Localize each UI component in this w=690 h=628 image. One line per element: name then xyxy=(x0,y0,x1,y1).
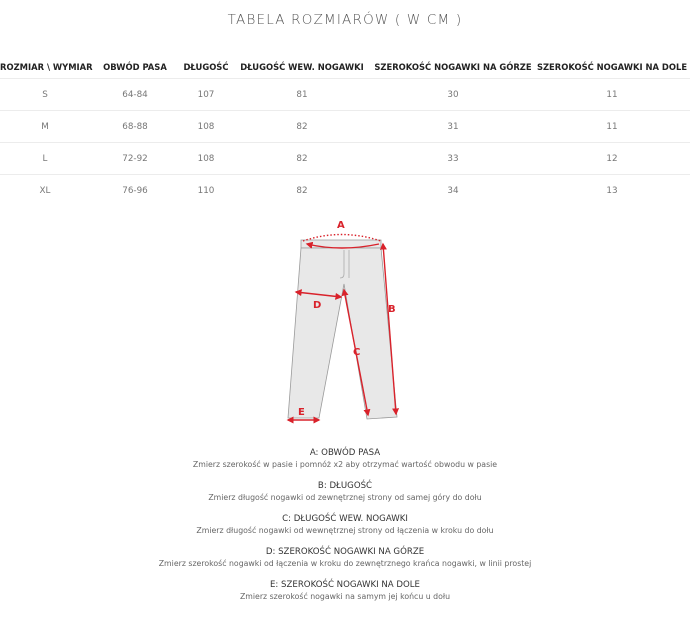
table-row xyxy=(0,79,690,111)
cell-inseam: 81 xyxy=(232,79,372,111)
cell-length: 108 xyxy=(180,111,232,143)
legend-item-a xyxy=(0,447,690,471)
label-a: A xyxy=(337,220,345,231)
cell-waist: 64-84 xyxy=(90,79,180,111)
label-e: E xyxy=(298,407,305,418)
pants-icon xyxy=(288,240,397,419)
legend-item-e xyxy=(0,579,690,603)
cell-inseam: 82 xyxy=(296,185,308,196)
table-row xyxy=(0,175,690,207)
cell-size: L xyxy=(0,143,90,175)
header-waist: OBWÓD PASA xyxy=(90,56,180,79)
cell-leg-top-width: 33 xyxy=(372,143,534,175)
label-b: B xyxy=(388,304,396,315)
header-leg-top-width: SZEROKOŚĆ NOGAWKI NA GÓRZE xyxy=(372,56,534,79)
table-row xyxy=(0,111,690,143)
label-c: C xyxy=(353,347,361,358)
cell-leg-top-width: 34 xyxy=(447,185,459,196)
cell-inseam: 82 xyxy=(232,143,372,175)
legend-title: C: DŁUGOŚĆ WEW. NOGAWKI xyxy=(282,514,408,524)
table-header-row xyxy=(0,56,690,79)
legend-title: D: SZEROKOŚĆ NOGAWKI NA GÓRZE xyxy=(265,547,425,557)
legend-desc: Zmierz szerokość nogawki od łączenia w kroku do zewnętrznego krańca nogawki, w linii prostej xyxy=(158,559,532,568)
cell-length: 107 xyxy=(180,79,232,111)
cell-waist: 72-92 xyxy=(90,143,180,175)
cell-waist: 68-88 xyxy=(90,111,180,143)
legend-desc: Zmierz szerokość nogawki na samym jej końcu u dołu xyxy=(239,592,451,601)
legend-desc: Zmierz szerokość w pasie i pomnóż x2 aby otrzymać wartość obwodu w pasie xyxy=(192,460,498,469)
cell-leg-bottom-width: 11 xyxy=(534,79,690,111)
cell-leg-bottom-width: 11 xyxy=(534,111,690,143)
measurement-legend xyxy=(0,447,690,612)
cell-size: M xyxy=(0,111,90,143)
cell-size: S xyxy=(0,79,90,111)
cell-length: 108 xyxy=(180,143,232,175)
cell-length: 110 xyxy=(197,185,215,196)
header-inseam: DŁUGOŚĆ WEW. NOGAWKI xyxy=(232,56,372,79)
pants-measurement-diagram xyxy=(275,214,415,429)
header-length: DŁUGOŚĆ xyxy=(180,56,232,79)
legend-item-b xyxy=(0,480,690,504)
cell-leg-top-width: 31 xyxy=(372,111,534,143)
legend-desc: Zmierz długość nogawki od zewnętrznej strony od samej góry do dołu xyxy=(208,493,482,502)
cell-waist: 76-96 xyxy=(122,185,148,196)
size-table xyxy=(0,56,690,206)
cell-inseam: 82 xyxy=(232,111,372,143)
cell-leg-bottom-width: 12 xyxy=(534,143,690,175)
table-row xyxy=(0,143,690,175)
cell-size: XL xyxy=(39,185,51,196)
label-d: D xyxy=(313,300,322,311)
legend-item-c xyxy=(0,513,690,537)
legend-title: A: OBWÓD PASA xyxy=(309,448,381,458)
cell-leg-bottom-width: 13 xyxy=(606,185,618,196)
legend-title: B: DŁUGOŚĆ xyxy=(317,481,373,491)
header-size: ROZMIAR \ WYMIAR xyxy=(0,56,90,79)
header-leg-bottom-width: SZEROKOŚĆ NOGAWKI NA DOLE xyxy=(534,56,690,79)
legend-item-d xyxy=(0,546,690,570)
cell-leg-top-width: 30 xyxy=(372,79,534,111)
page-title: TABELA ROZMIARÓW ( W CM ) xyxy=(227,12,463,28)
legend-title: E: SZEROKOŚĆ NOGAWKI NA DOLE xyxy=(270,580,420,590)
legend-desc: Zmierz długość nogawki od wewnętrznej strony od łączenia w kroku do dołu xyxy=(196,526,494,535)
